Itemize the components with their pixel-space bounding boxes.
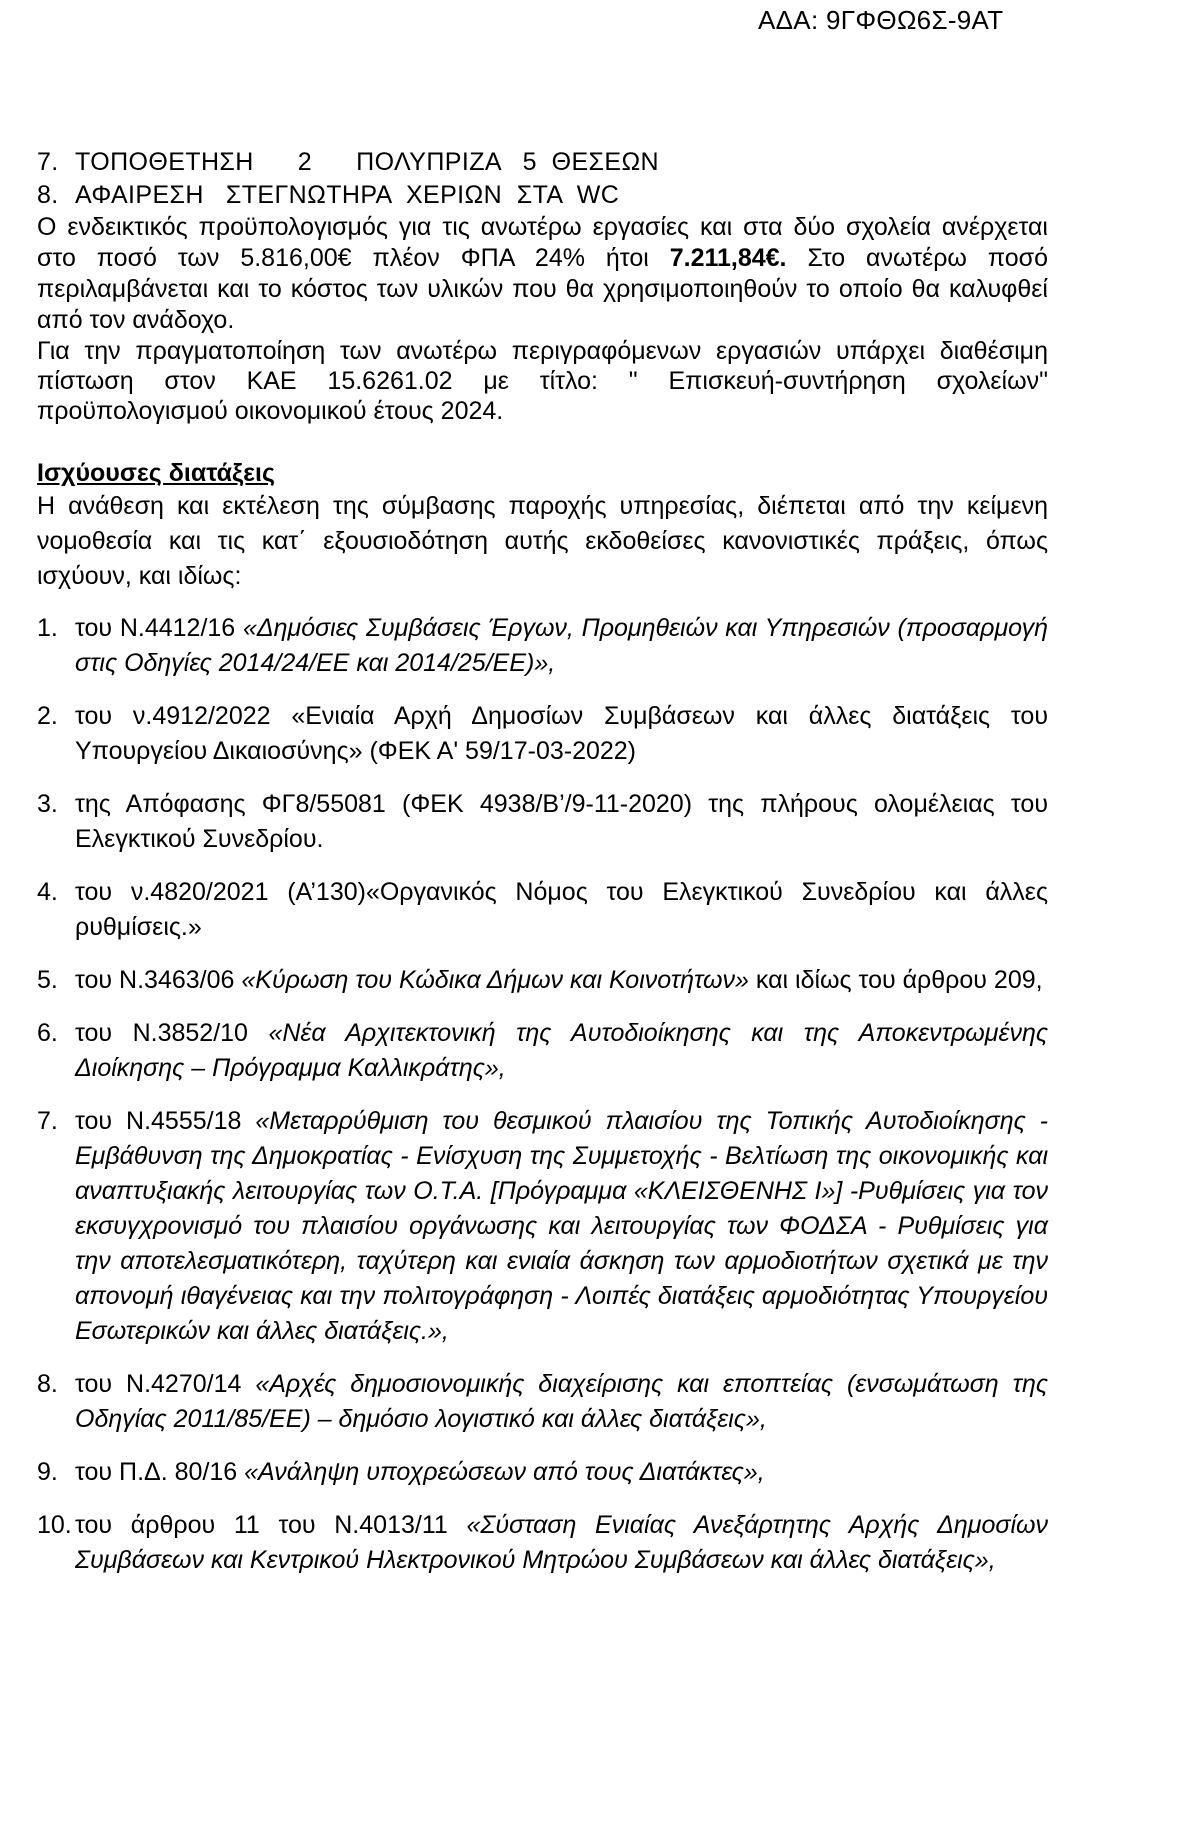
provision-text — [75, 963, 1048, 998]
work-item — [37, 146, 1048, 179]
provision-item — [37, 787, 1048, 857]
text-run: 7.211,84€. — [669, 244, 787, 272]
text-run: «Σύσταση Ενιαίας Ανεξάρτητης Αρχής Δημοσίων Συμβάσεων και Κεντρικού Ηλεκτρονικού Μητρώου Συμβάσεων και άλλες διατάξεις», — [75, 1511, 1048, 1574]
credit-paragraph — [37, 336, 1048, 426]
provision-text — [75, 611, 1048, 681]
provision-item — [37, 1016, 1048, 1086]
work-item — [37, 179, 1048, 212]
text-run: Στο ανωτέρω ποσό περιλαμβάνεται και το κόστος των υλικών που θα χρησιμοποιηθούν το οποίο θα καλυφθεί από τον ανάδοχο. — [37, 244, 1049, 334]
work-item-number: 8. — [37, 181, 59, 209]
work-items-list — [37, 146, 1048, 212]
text-run: του Ν.4270/14 — [75, 1370, 256, 1398]
provision-text — [75, 1016, 1048, 1086]
text-run: του ν.4912/2022 «Ενιαία Αρχή Δημοσίων Συμβάσεων και άλλες διατάξεις του Υπουργείου Δικαιοσύνης» (ΦΕΚ Α' 59/17-03-2022) — [75, 702, 1048, 765]
provision-item — [37, 1455, 1048, 1490]
text-run: «Νέα Αρχιτεκτονική της Αυτοδιοίκησης και της Αποκεντρωμένης Διοίκησης – Πρόγραμμα Καλλικράτης», — [75, 1019, 1049, 1082]
provision-number: 2. — [37, 702, 58, 730]
text-run: του Ν.3463/06 — [75, 966, 242, 994]
provision-number: 8. — [37, 1370, 58, 1398]
text-run: του Π.Δ. 80/16 — [75, 1458, 245, 1486]
text-run: του Ν.3852/10 — [75, 1019, 269, 1047]
provision-item — [37, 1104, 1048, 1349]
provision-number: 5. — [37, 966, 58, 994]
provision-number: 1. — [37, 614, 58, 642]
text-run: «Αρχές δημοσιονομικής διαχείρισης και εποπτείας (ενσωμάτωση της Οδηγίας 2011/85/ΕΕ) – δημόσιο λογιστικό και άλλες διατάξεις», — [75, 1370, 1049, 1433]
text-run: Η ανάθεση και εκτέλεση της σύμβασης παροχής υπηρεσίας, διέπεται από την κείμενη νομοθεσία και τις κατ΄ εξουσιοδότηση αυτής εκδοθείσες κανονιστικές πράξεις, όπως ισχύουν, και ιδίως: — [37, 492, 1048, 590]
text-run: του άρθρου 11 του Ν.4013/11 — [75, 1511, 467, 1539]
provision-text — [75, 699, 1048, 769]
provision-item — [37, 699, 1048, 769]
text-run: «Ανάληψη υποχρεώσεων από τους Διατάκτες», — [244, 1458, 765, 1486]
text-run: «Κύρωση του Κώδικα Δήμων και Κοινοτήτων» — [241, 966, 749, 994]
text-run: της Απόφασης ΦΓ8/55081 (ΦΕΚ 4938/Β’/9-11-2020) της πλήρους ολομέλειας του Ελεγκτικού Συνεδρίου. — [75, 790, 1048, 853]
text-run: «Δημόσιες Συμβάσεις Έργων, Προμηθειών και Υπηρεσιών (προσαρμογή στις Οδηγίες 2014/24/ΕΕ και 2014/25/ΕΕ)», — [75, 614, 1049, 677]
provisions-list — [37, 611, 1048, 1578]
work-item-text: ΑΦΑΙΡΕΣΗ ΣΤΕΓΝΩΤΗΡΑ ΧΕΡΙΩΝ ΣΤΑ WC — [75, 181, 620, 209]
provision-number: 6. — [37, 1019, 58, 1047]
text-run: του ν.4820/2021 (Α’130)«Οργανικός Νόμος του Ελεγκτικού Συνεδρίου και άλλες ρυθμίσεις.» — [75, 878, 1048, 941]
provision-item — [37, 875, 1048, 945]
provision-number: 10. — [37, 1511, 72, 1539]
provision-item — [37, 1367, 1048, 1437]
text-run: Για την πραγματοποίηση των ανωτέρω περιγραφόμενων εργασιών υπάρχει διαθέσιμη πίστωση στον ΚΑΕ 15.6261.02 με τίτλο: " Επισκευή-συντήρηση σχολείων" προϋπολογισμού οικονομικού έτους 2024. — [37, 337, 1048, 425]
provision-text — [75, 1508, 1048, 1578]
provision-text — [75, 1367, 1048, 1437]
text-run: του Ν.4412/16 — [75, 614, 243, 642]
ada-code: ΑΔΑ: 9ΓΦΘΩ6Σ-9ΑΤ — [758, 5, 1004, 35]
work-item-number: 7. — [37, 148, 59, 176]
text-run: και ιδίως του άρθρου 209, — [748, 966, 1043, 994]
text-run: Ο ενδεικτικός προϋπολογισμός για τις ανωτέρω εργασίες και στα δύο σχολεία ανέρχεται στο ποσό των 5.816,00€ πλέον ΦΠΑ 24% ήτοι — [37, 213, 1048, 272]
provision-item — [37, 963, 1048, 998]
section-heading: Ισχύουσες διατάξεις — [37, 459, 275, 487]
provision-text — [75, 787, 1048, 857]
text-run: «Μεταρρύθμιση του θεσμικού πλαισίου της Τοπικής Αυτοδιοίκησης - Εμβάθυνση της Δημοκρατίας - Ενίσχυση της Συμμετοχής - Βελτίωση της οικονομικής και αναπτυξιακής λειτουργίας των Ο.Τ.Α. [Πρόγραμμα «ΚΛΕΙΣΘΕΝΗΣ Ι»] -Ρυθμίσεις για τον εκσυγχρονισμό του πλαισίου οργάνωσης και λειτουργίας των ΦΟΔΣΑ - Ρυθμίσεις για την αποτελεσματικότερη, ταχύτερη και ενιαία άσκηση των αρμοδιοτήτων σχετικά με την απονομή ιθαγένειας και την πολιτογράφηση - Λοιπές διατάξεις αρμοδιότητας Υπουργείου Εσωτερικών και άλλες διατάξεις.», — [75, 1107, 1048, 1345]
provision-text — [75, 1455, 1048, 1490]
provision-text — [75, 875, 1048, 945]
budget-paragraph — [37, 212, 1048, 336]
provision-number: 4. — [37, 878, 58, 906]
work-item-text: ΤΟΠΟΘΕΤΗΣΗ 2 ΠΟΛΥΠΡΙΖΑ 5 ΘΕΣΕΩΝ — [75, 148, 660, 176]
provision-number: 3. — [37, 790, 58, 818]
provision-text — [75, 1104, 1048, 1349]
text-run: του Ν.4555/18 — [75, 1107, 256, 1135]
provision-number: 7. — [37, 1107, 58, 1135]
provision-item — [37, 1508, 1048, 1578]
provision-number: 9. — [37, 1458, 58, 1486]
intro-paragraph — [37, 489, 1048, 594]
provision-item — [37, 611, 1048, 681]
